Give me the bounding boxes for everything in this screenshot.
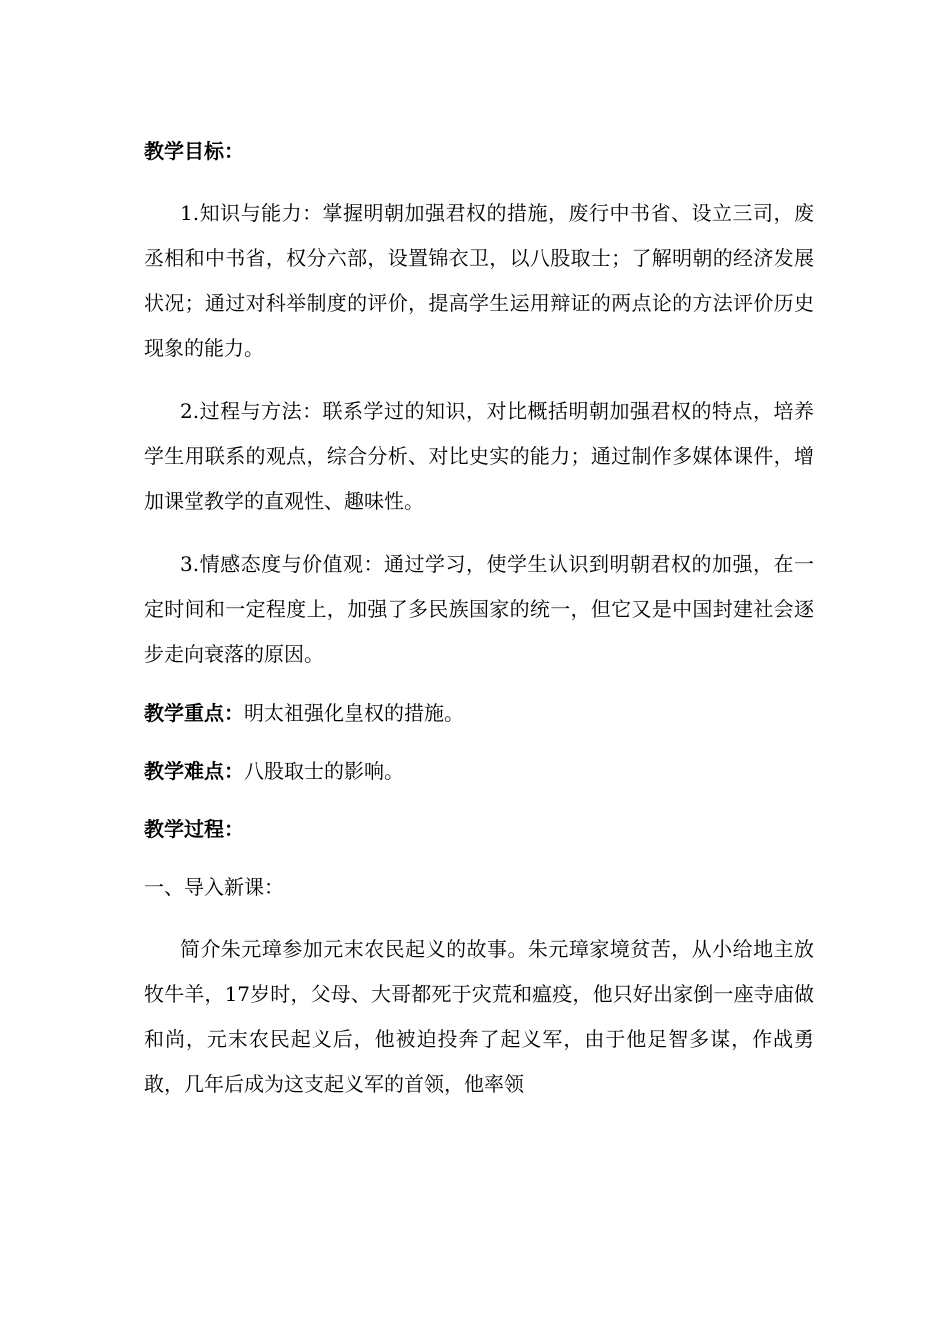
objective-knowledge-ability: 1.知识与能力：掌握明朝加强君权的措施，废行中书省、设立三司，废丞相和中书省，权分六部，设置锦衣卫，以八股取士；了解明朝的经济发展状况；通过对科举制度的评价，提高学生运用辩证的两点论的方法评价历史现象的能力。: [144, 201, 814, 360]
objective-process-method: 2.过程与方法：联系学过的知识，对比概括明朝加强君权的特点，培养学生用联系的观点，综合分析、对比史实的能力；通过制作多媒体课件，增加课堂教学的直观性、趣味性。: [144, 399, 814, 513]
key-point: [144, 695, 814, 731]
section-one-title: 一、导入新课：: [144, 875, 284, 899]
difficult-point-text: 八股取士的影响。: [244, 759, 404, 783]
difficult-point: [144, 753, 814, 789]
document-body: [144, 133, 814, 1107]
section-one-text: 简介朱元璋参加元末农民起义的故事。朱元璋家境贫苦，从小给地主放牧牛羊，17岁时，父母、大哥都死于灾荒和瘟疫，他只好出家倒一座寺庙做和尚，元末农民起义后，他被迫投奔了起义军，由于他足智多谋，作战勇敢，几年后成为这支起义军的首领，他率领: [144, 937, 814, 1096]
objective-emotion-values: 3.情感态度与价值观：通过学习，使学生认识到明朝君权的加强，在一定时间和一定程度上，加强了多民族国家的统一，但它又是中国封建社会逐步走向衰落的原因。: [144, 552, 814, 666]
objectives-heading: 教学目标：: [144, 139, 244, 163]
difficult-point-label: 教学难点：: [144, 759, 244, 783]
key-point-label: 教学重点：: [144, 701, 244, 725]
process-heading: 教学过程：: [144, 817, 244, 841]
key-point-text: 明太祖强化皇权的措施。: [244, 701, 464, 725]
